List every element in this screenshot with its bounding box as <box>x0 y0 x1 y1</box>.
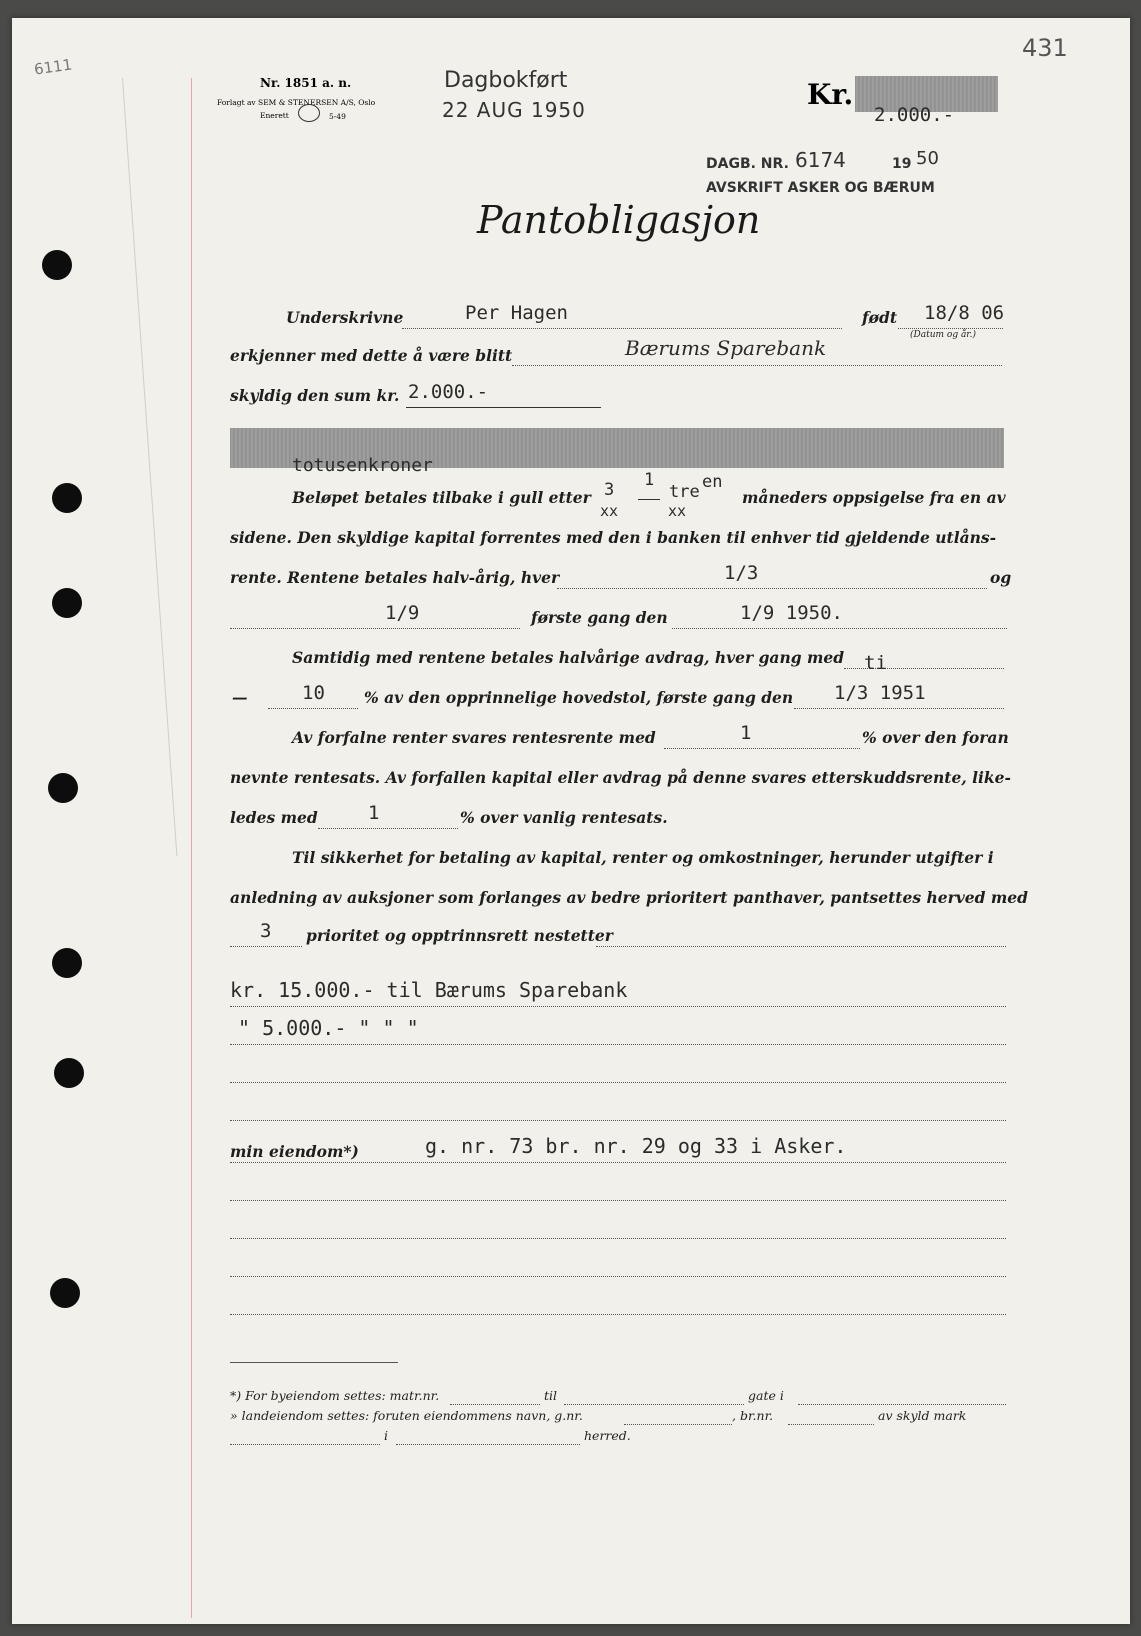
option-3: 3 <box>604 480 615 500</box>
prioritet-text: prioritet og opptrinnsrett nestetter <box>306 926 613 945</box>
eiendom-value: g. nr. 73 br. nr. 29 og 33 i Asker. <box>425 1134 847 1158</box>
footnote-line-1c: gate i <box>748 1388 784 1403</box>
footnote-gate-line <box>798 1404 1006 1405</box>
pct-value: 10 <box>302 682 325 704</box>
belop-text: Beløpet betales tilbake i gull etter <box>292 488 591 507</box>
ledes-value: 1 <box>368 802 380 824</box>
footnote-line-2b: , br.nr. <box>732 1408 774 1423</box>
over-foran-text: % over den foran <box>862 728 1009 747</box>
page-number: 431 <box>1022 34 1068 62</box>
prior-line-2: " 5.000.- " " " <box>238 1016 419 1040</box>
sum-words: totusenkroner <box>292 455 433 476</box>
option-separator-line <box>638 499 660 500</box>
og-label: og <box>990 568 1012 587</box>
red-margin-line <box>191 78 192 1618</box>
rente-pct-field-line <box>664 748 860 749</box>
pct-text: % av den opprinnelige hovedstol, første gang den <box>364 688 794 707</box>
footnote-rule <box>230 1362 398 1363</box>
strike-xx-2: xx <box>668 502 687 520</box>
footnote-line-1a: *) For byeiendom settes: matr.nr. <box>230 1388 440 1403</box>
ledes-field-line <box>318 828 458 829</box>
form-date: 5-49 <box>329 112 346 121</box>
footnote-line-1b: til <box>544 1388 558 1403</box>
belop-tail: måneders oppsigelse fra en av <box>742 488 1006 507</box>
footnote-line-2a: » landeiendom settes: foruten eiendommens navn, g.nr. <box>230 1408 583 1423</box>
forste-gang-value: 1/9 1950. <box>740 602 843 624</box>
avskrift-stamp: AVSKRIFT ASKER OG BÆRUM <box>706 180 935 196</box>
prioritet-field-line <box>230 946 302 947</box>
eiendom-field-line-2 <box>230 1200 1006 1201</box>
option-tre: tre <box>669 482 700 502</box>
first-avdrag-field-line <box>794 708 1004 709</box>
first-avdrag-value: 1/3 1951 <box>834 682 926 704</box>
punch-hole-4 <box>48 773 78 803</box>
punch-hole-1 <box>42 250 72 280</box>
sum-value: 2.000.- <box>408 381 489 403</box>
halvarig-date-2: 1/9 <box>385 602 420 624</box>
stamp-date: 22 AUG 1950 <box>442 98 586 122</box>
fodt-label: født <box>862 308 898 327</box>
footnote-line-3a: i <box>384 1428 388 1443</box>
form-number: Nr. 1851 a. n. <box>260 76 352 90</box>
pct-field-line <box>268 708 358 709</box>
rente-line: rente. Rentene betales halv-årig, hver <box>230 568 560 587</box>
underskrivne-label: Underskrivne <box>286 308 404 327</box>
footnote-til-line <box>564 1404 744 1405</box>
eiendom-field-line-3 <box>230 1238 1006 1239</box>
dash-mark: — <box>232 688 248 707</box>
enerett-label: Enerett <box>260 111 289 120</box>
punch-hole-5 <box>52 948 82 978</box>
sum-underline <box>406 407 601 408</box>
prior-field-line-3 <box>230 1082 1006 1083</box>
creditor-value: Bærums Sparebank <box>625 336 827 360</box>
footnote-herred-line <box>396 1444 580 1445</box>
ledes-label: ledes med <box>230 808 318 827</box>
forste-gang-label: første gang den <box>531 608 668 627</box>
rente-pct-value: 1 <box>740 722 752 744</box>
prior-line-1: kr. 15.000.- til Bærums Sparebank <box>230 978 628 1002</box>
halvarig-date-1: 1/3 <box>724 562 759 584</box>
skyldig-label: skyldig den sum kr. <box>230 386 400 405</box>
anledning-line: anledning av auksjoner som forlanges av bedre prioritert panthaver, pantsettes herved med <box>230 888 1028 907</box>
publisher-line: Forlagt av SEM & STENERSEN A/S, Oslo <box>217 98 376 107</box>
avdrag-ti: ti <box>864 652 887 674</box>
punch-hole-6 <box>54 1058 84 1088</box>
stamp-title: Dagbokført <box>444 68 568 93</box>
prioritet-number: 3 <box>260 920 272 942</box>
dagb-number: 6174 <box>795 148 846 172</box>
dagb-year: 50 <box>916 148 939 169</box>
eiendom-field-line-4 <box>230 1276 1006 1277</box>
fodt-value: 18/8 06 <box>924 302 1005 324</box>
underskrivne-field-line <box>402 328 842 329</box>
footnote-brnr-line <box>788 1424 874 1425</box>
dagb-label: DAGB. NR. <box>706 156 789 172</box>
vanlig-text: % over vanlig rentesats. <box>460 808 668 827</box>
kapital-line: sidene. Den skyldige kapital forrentes med den i banken til enhver tid gjeldende utlåns- <box>230 528 997 547</box>
nevnte-line: nevnte rentesats. Av forfallen kapital eller avdrag på denne svares etterskuddsrente, like- <box>230 768 1011 787</box>
kr-amount: 2.000.- <box>874 104 955 126</box>
prior-field-line-1 <box>230 1006 1006 1007</box>
sikkerhet-line: Til sikkerhet for betaling av kapital, renter og omkostninger, herunder utgifter i <box>292 848 994 867</box>
fodt-field-line <box>898 328 1003 329</box>
underskrivne-value: Per Hagen <box>465 302 568 324</box>
footnote-line-2c: av skyld mark <box>878 1408 967 1423</box>
prior-field-line-4 <box>230 1120 1006 1121</box>
document-page <box>12 18 1130 1624</box>
erkjenner-label: erkjenner med dette å være blitt <box>230 346 513 365</box>
strike-xx-1: xx <box>600 502 619 520</box>
kr-label: Kr. <box>807 78 854 111</box>
eiendom-field-line-5 <box>230 1314 1006 1315</box>
option-en: en <box>702 472 723 492</box>
footnote-matr-line <box>450 1404 540 1405</box>
eiendom-field-line-1 <box>230 1162 1006 1163</box>
footnote-line-3b: herred. <box>584 1428 631 1443</box>
dagb-year-prefix: 19 <box>892 156 912 172</box>
punch-hole-7 <box>50 1278 80 1308</box>
margin-note: 6111 <box>32 55 74 79</box>
punch-hole-2 <box>52 483 82 513</box>
punch-hole-3 <box>52 588 82 618</box>
forfalne-text: Av forfalne renter svares rentesrente med <box>292 728 656 747</box>
forste-gang-field-line <box>672 628 1007 629</box>
halvarig-field-line-2 <box>230 628 520 629</box>
nestetter-field-line <box>596 946 1006 947</box>
creditor-field-line <box>512 365 1002 366</box>
footnote-i-line-left <box>230 1444 380 1445</box>
min-eiendom-label: min eiendom*) <box>230 1142 359 1161</box>
prior-field-line-2 <box>230 1044 1006 1045</box>
document-title: Pantobligasjon <box>477 198 761 242</box>
halvarig-field-line <box>557 588 987 589</box>
samtidig-text: Samtidig med rentene betales halvårige avdrag, hver gang med <box>292 648 845 667</box>
footnote-gnr-line <box>624 1424 732 1425</box>
pencil-margin-line <box>122 78 177 856</box>
fodt-hint: (Datum og år.) <box>910 330 976 340</box>
publisher-logo-icon <box>298 104 320 122</box>
option-1: 1 <box>644 470 655 490</box>
